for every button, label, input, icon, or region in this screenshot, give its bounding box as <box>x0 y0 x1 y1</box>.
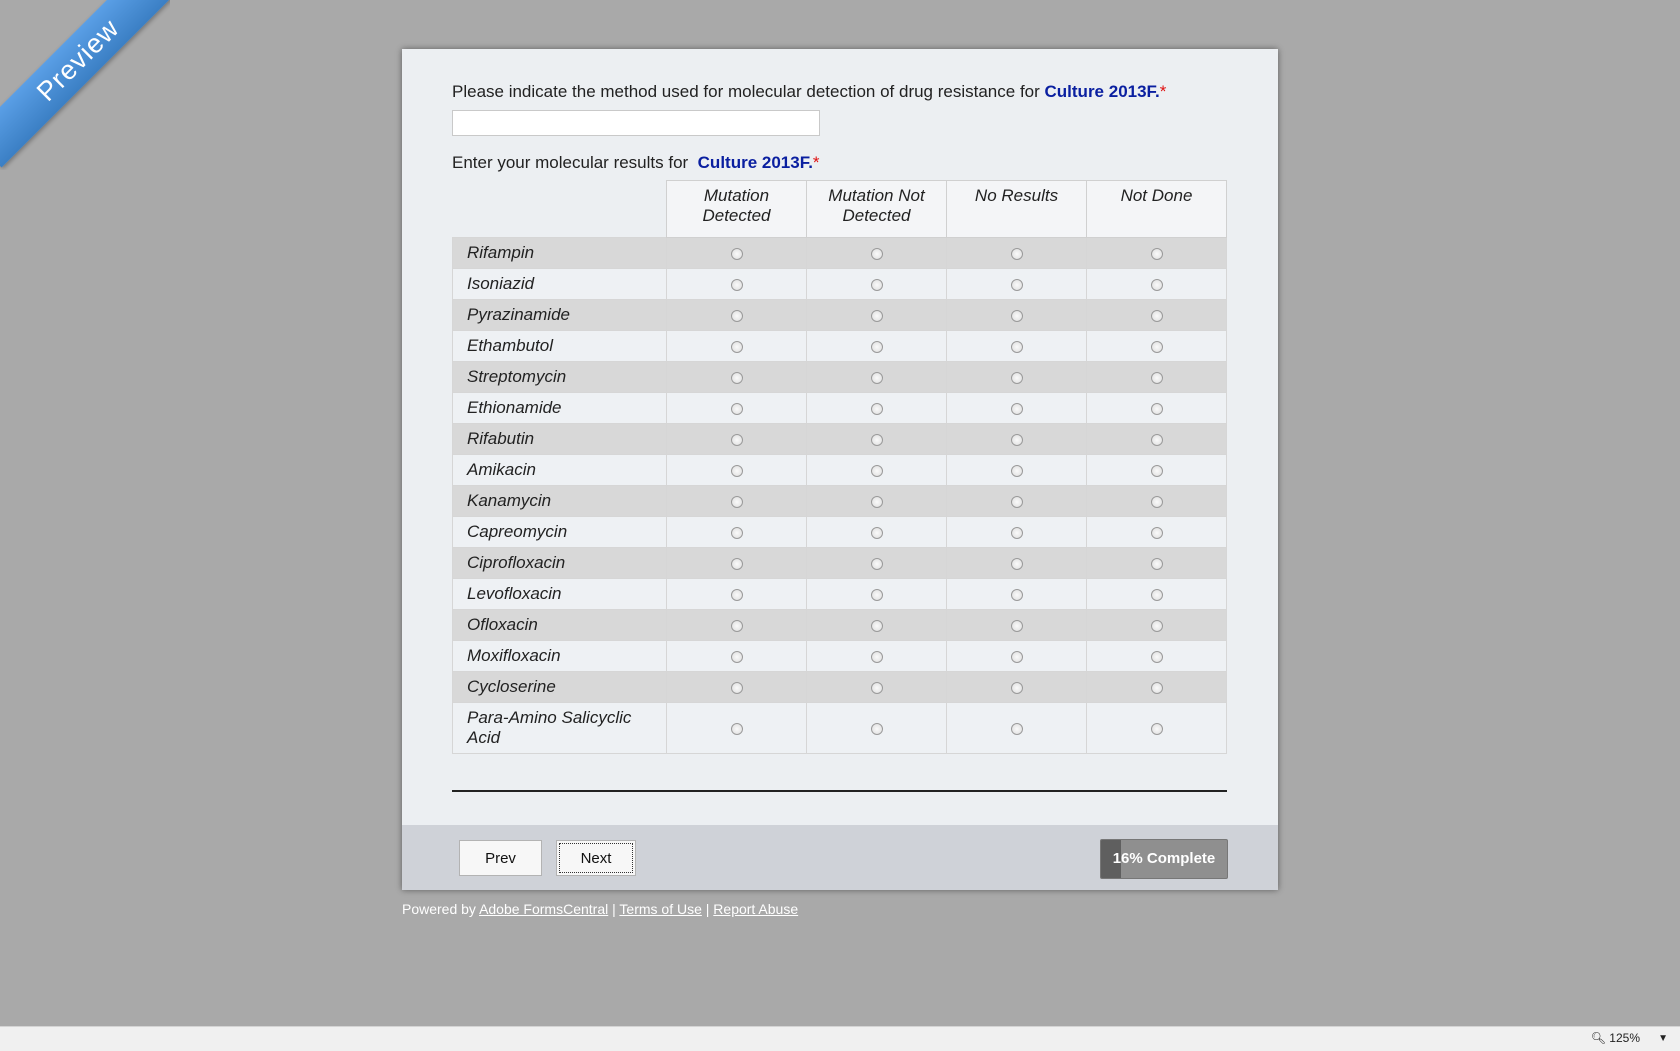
radio-button[interactable] <box>731 248 743 260</box>
column-header: Mutation Not Detected <box>807 181 947 238</box>
radio-cell <box>1087 703 1227 754</box>
radio-cell <box>807 579 947 610</box>
radio-cell <box>947 300 1087 331</box>
table-row <box>453 641 1227 672</box>
radio-cell <box>947 269 1087 300</box>
radio-cell <box>1087 641 1227 672</box>
radio-cell <box>947 238 1087 269</box>
drug-label: Pyrazinamide <box>453 300 667 331</box>
radio-cell <box>667 300 807 331</box>
radio-button[interactable] <box>1011 465 1023 477</box>
question-2-label <box>452 153 820 173</box>
grid-body <box>453 238 1227 754</box>
radio-cell <box>667 517 807 548</box>
question-1-culture: Culture 2013F. <box>1044 82 1160 101</box>
drug-label: Ethionamide <box>453 393 667 424</box>
navigation-bar <box>402 825 1278 890</box>
radio-button[interactable] <box>731 279 743 291</box>
table-row <box>453 517 1227 548</box>
next-button[interactable]: Next <box>556 840 636 876</box>
radio-button[interactable] <box>1151 620 1163 632</box>
radio-cell <box>947 331 1087 362</box>
radio-cell <box>667 331 807 362</box>
question-2-culture: Culture 2013F. <box>697 153 813 172</box>
radio-button[interactable] <box>731 589 743 601</box>
radio-cell <box>947 703 1087 754</box>
table-row <box>453 300 1227 331</box>
radio-button[interactable] <box>731 434 743 446</box>
radio-button[interactable] <box>731 372 743 384</box>
results-grid <box>452 180 1227 754</box>
radio-cell <box>947 579 1087 610</box>
radio-cell <box>1087 517 1227 548</box>
radio-cell <box>807 486 947 517</box>
progress-indicator <box>1100 839 1228 879</box>
radio-button[interactable] <box>731 558 743 570</box>
question-1-label <box>452 82 1166 102</box>
radio-button[interactable] <box>1011 310 1023 322</box>
radio-button[interactable] <box>1151 651 1163 663</box>
table-row <box>453 579 1227 610</box>
preview-ribbon-wrap <box>0 0 170 170</box>
radio-cell <box>807 393 947 424</box>
report-abuse-link[interactable]: Report Abuse <box>713 901 799 917</box>
table-row <box>453 362 1227 393</box>
adobe-formscentral-link[interactable]: Adobe FormsCentral <box>479 901 609 917</box>
radio-button[interactable] <box>1151 723 1163 735</box>
radio-cell <box>1087 672 1227 703</box>
radio-button[interactable] <box>871 527 883 539</box>
radio-button[interactable] <box>871 434 883 446</box>
radio-button[interactable] <box>871 248 883 260</box>
radio-cell <box>1087 300 1227 331</box>
status-bar <box>0 1026 1680 1051</box>
radio-button[interactable] <box>871 558 883 570</box>
table-row <box>453 424 1227 455</box>
radio-button[interactable] <box>1151 434 1163 446</box>
radio-button[interactable] <box>1151 248 1163 260</box>
radio-button[interactable] <box>871 651 883 663</box>
radio-button[interactable] <box>871 341 883 353</box>
radio-cell <box>1087 486 1227 517</box>
radio-cell <box>667 579 807 610</box>
radio-button[interactable] <box>1151 496 1163 508</box>
radio-button[interactable] <box>871 620 883 632</box>
radio-button[interactable] <box>871 723 883 735</box>
table-row <box>453 393 1227 424</box>
radio-cell <box>947 517 1087 548</box>
radio-button[interactable] <box>1011 620 1023 632</box>
radio-cell <box>947 672 1087 703</box>
radio-cell <box>1087 331 1227 362</box>
grid-header-row <box>453 181 1227 238</box>
drug-label: Isoniazid <box>453 269 667 300</box>
radio-cell <box>947 610 1087 641</box>
radio-button[interactable] <box>731 341 743 353</box>
radio-cell <box>807 610 947 641</box>
radio-button[interactable] <box>871 372 883 384</box>
radio-button[interactable] <box>731 651 743 663</box>
prev-button[interactable]: Prev <box>459 840 542 876</box>
radio-cell <box>1087 362 1227 393</box>
radio-button[interactable] <box>1011 589 1023 601</box>
chevron-down-icon[interactable]: ▼ <box>1658 1033 1668 1044</box>
form-card <box>402 49 1278 890</box>
drug-label: Moxifloxacin <box>453 641 667 672</box>
section-divider <box>452 790 1227 792</box>
drug-label: Ethambutol <box>453 331 667 362</box>
radio-button[interactable] <box>1151 682 1163 694</box>
radio-cell <box>667 269 807 300</box>
radio-button[interactable] <box>731 403 743 415</box>
radio-cell <box>807 331 947 362</box>
radio-button[interactable] <box>1151 589 1163 601</box>
zoom-value: 125% <box>1609 1031 1640 1045</box>
drug-label: Levofloxacin <box>453 579 667 610</box>
radio-button[interactable] <box>1011 372 1023 384</box>
radio-button[interactable] <box>871 589 883 601</box>
radio-cell <box>1087 455 1227 486</box>
question-2-text: Enter your molecular results for <box>452 153 689 172</box>
radio-button[interactable] <box>1011 248 1023 260</box>
radio-cell <box>1087 548 1227 579</box>
radio-button[interactable] <box>871 496 883 508</box>
table-row <box>453 331 1227 362</box>
radio-button[interactable] <box>1151 341 1163 353</box>
preview-ribbon: Preview <box>0 0 170 167</box>
drug-label: Rifabutin <box>453 424 667 455</box>
radio-button[interactable] <box>1011 434 1023 446</box>
radio-cell <box>667 486 807 517</box>
radio-cell <box>667 610 807 641</box>
radio-button[interactable] <box>1151 527 1163 539</box>
radio-cell <box>807 641 947 672</box>
radio-cell <box>667 672 807 703</box>
radio-button[interactable] <box>1011 527 1023 539</box>
radio-button[interactable] <box>1151 279 1163 291</box>
radio-button[interactable] <box>1151 372 1163 384</box>
table-row <box>453 610 1227 641</box>
table-row <box>453 238 1227 269</box>
radio-cell <box>667 455 807 486</box>
drug-label: Rifampin <box>453 238 667 269</box>
column-header: No Results <box>947 181 1087 238</box>
drug-label: Amikacin <box>453 455 667 486</box>
radio-cell <box>947 455 1087 486</box>
drug-label: Para-Amino Salicyclic Acid <box>453 703 667 754</box>
radio-cell <box>807 455 947 486</box>
radio-cell <box>807 269 947 300</box>
radio-button[interactable] <box>871 279 883 291</box>
radio-button[interactable] <box>1011 341 1023 353</box>
radio-cell <box>1087 269 1227 300</box>
radio-cell <box>667 393 807 424</box>
radio-cell <box>1087 610 1227 641</box>
radio-button[interactable] <box>731 465 743 477</box>
radio-button[interactable] <box>1011 558 1023 570</box>
radio-cell <box>807 672 947 703</box>
table-row <box>453 672 1227 703</box>
required-marker: * <box>1159 82 1167 101</box>
radio-cell <box>947 548 1087 579</box>
separator: | <box>705 901 710 917</box>
radio-button[interactable] <box>871 310 883 322</box>
zoom-level[interactable]: 🔍︎ 125% <box>1590 1031 1640 1045</box>
radio-cell <box>667 641 807 672</box>
drug-label: Cycloserine <box>453 672 667 703</box>
radio-cell <box>1087 393 1227 424</box>
radio-button[interactable] <box>731 723 743 735</box>
radio-button[interactable] <box>871 682 883 694</box>
separator: | <box>612 901 616 917</box>
radio-button[interactable] <box>731 527 743 539</box>
table-row <box>453 703 1227 754</box>
radio-button[interactable] <box>1011 279 1023 291</box>
table-row <box>453 548 1227 579</box>
drug-label: Kanamycin <box>453 486 667 517</box>
drug-label: Streptomycin <box>453 362 667 393</box>
radio-cell <box>947 393 1087 424</box>
grid-corner <box>453 181 667 238</box>
drug-label: Ofloxacin <box>453 610 667 641</box>
powered-by-footer <box>402 901 798 917</box>
radio-button[interactable] <box>1151 465 1163 477</box>
radio-cell <box>807 548 947 579</box>
column-header: Mutation Detected <box>667 181 807 238</box>
method-input[interactable] <box>452 110 820 136</box>
radio-cell <box>1087 579 1227 610</box>
column-header: Not Done <box>1087 181 1227 238</box>
radio-button[interactable] <box>731 620 743 632</box>
radio-cell <box>667 362 807 393</box>
radio-button[interactable] <box>731 496 743 508</box>
radio-cell <box>667 703 807 754</box>
radio-button[interactable] <box>1011 403 1023 415</box>
radio-button[interactable] <box>871 403 883 415</box>
radio-cell <box>807 238 947 269</box>
radio-cell <box>947 486 1087 517</box>
radio-button[interactable] <box>1151 403 1163 415</box>
question-1-text: Please indicate the method used for molecular detection of drug resistance for <box>452 82 1040 101</box>
radio-cell <box>667 424 807 455</box>
radio-button[interactable] <box>1011 723 1023 735</box>
required-marker: * <box>812 153 820 172</box>
drug-label: Ciprofloxacin <box>453 548 667 579</box>
radio-button[interactable] <box>1151 310 1163 322</box>
radio-cell <box>807 300 947 331</box>
table-row <box>453 486 1227 517</box>
radio-cell <box>807 517 947 548</box>
terms-of-use-link[interactable]: Terms of Use <box>619 901 702 917</box>
powered-by-text: Powered by <box>402 901 476 917</box>
radio-cell <box>1087 238 1227 269</box>
radio-button[interactable] <box>1011 651 1023 663</box>
drug-label: Capreomycin <box>453 517 667 548</box>
radio-cell <box>1087 424 1227 455</box>
radio-button[interactable] <box>1151 558 1163 570</box>
table-row <box>453 455 1227 486</box>
radio-button[interactable] <box>731 310 743 322</box>
radio-cell <box>947 641 1087 672</box>
radio-button[interactable] <box>731 682 743 694</box>
radio-button[interactable] <box>1011 496 1023 508</box>
radio-cell <box>667 548 807 579</box>
radio-cell <box>667 238 807 269</box>
radio-cell <box>807 362 947 393</box>
radio-cell <box>947 362 1087 393</box>
radio-cell <box>807 703 947 754</box>
radio-button[interactable] <box>871 465 883 477</box>
progress-label: 16% Complete <box>1112 850 1216 867</box>
table-row <box>453 269 1227 300</box>
radio-cell <box>947 424 1087 455</box>
radio-button[interactable] <box>1011 682 1023 694</box>
radio-cell <box>807 424 947 455</box>
